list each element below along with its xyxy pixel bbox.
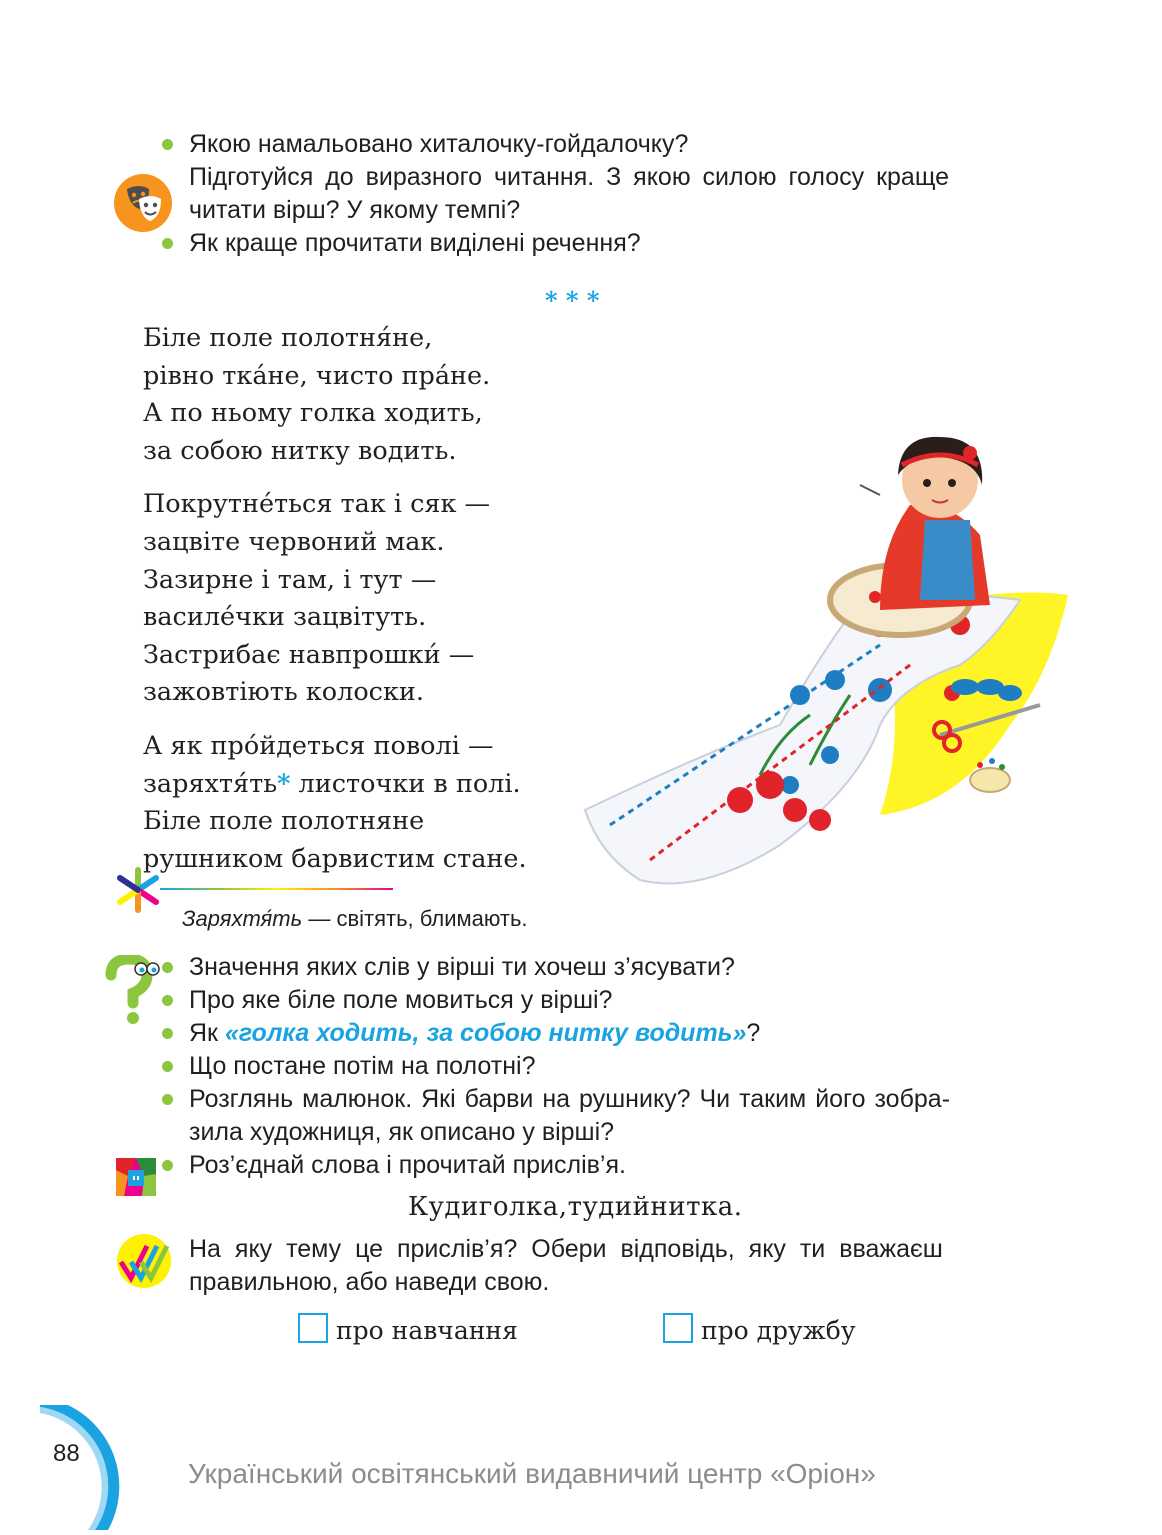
divider	[160, 888, 393, 890]
poem-line: василе́чки зацвітуть.	[143, 602, 427, 633]
checkbox[interactable]	[298, 1313, 328, 1343]
poem-line: А як про́йдеться поволі —	[143, 730, 494, 761]
checkbox[interactable]	[663, 1313, 693, 1343]
bullet	[162, 1061, 173, 1072]
poem-line: Біле поле полотня́не,	[143, 323, 433, 353]
answer-option-1[interactable]: про навчання	[298, 1313, 518, 1345]
glossary-star-icon	[112, 866, 164, 914]
bullet	[162, 995, 173, 1006]
answer-option-2[interactable]: про дружбу	[663, 1313, 856, 1345]
list-item: зила художниця, як описано у вірші?	[189, 1118, 615, 1146]
poem-line: заряхтя́ть* листочки в полі.	[143, 768, 521, 799]
task	[189, 1233, 1061, 1299]
questions	[189, 951, 1061, 1182]
bullet	[162, 1094, 173, 1105]
list-item: Роз’єднай слова і прочитай прислів’я.	[189, 1149, 1061, 1182]
poem-line: за собою нитку водить.	[143, 435, 457, 466]
stanza	[143, 320, 527, 470]
task-line: На яку тему це прислів’я? Обери відповідь, яку ти вважаєш	[189, 1235, 943, 1263]
list-item: Підготуйся до виразного читання. З якою силою голосу краще	[189, 163, 950, 191]
highlighted-quote: «голка ходить, за собою нитку водить»	[224, 1019, 747, 1047]
list-item: Значення яких слів у вірші ти хочеш з’ясувати?	[189, 951, 1061, 984]
publisher: Український освітянський видавничий центр «Оріон»	[188, 1458, 876, 1489]
stanza	[143, 728, 527, 878]
embroidery-illustration	[580, 425, 1070, 895]
list-item: Що постане потім на полотні?	[189, 1050, 1061, 1083]
poem-line: зацвіте червоний мак.	[143, 526, 445, 557]
poem-line: Застрибає навпрошки́ —	[143, 639, 475, 670]
bullet	[162, 139, 173, 150]
bullet	[162, 1028, 173, 1039]
checkmarks-icon	[113, 1232, 175, 1290]
list-item: Як краще прочитати виділені речення?	[189, 227, 1061, 260]
poem-line: Зазирне і там, і тут —	[143, 564, 437, 595]
question-worm-icon	[103, 955, 161, 1027]
poem-line: А по ньому голка ходить,	[143, 398, 483, 429]
poem-line: рівно тка́не, чисто пра́не.	[143, 360, 491, 391]
bullet	[162, 238, 173, 249]
footnote-star: *	[277, 768, 291, 799]
list-item: Про яке біле поле мовиться у вірші?	[189, 984, 1061, 1017]
theatre-masks-icon	[113, 173, 173, 233]
poem-line: Покрутне́ться так і сяк —	[143, 489, 491, 520]
task-line: правильною, або наведи свою.	[189, 1268, 550, 1296]
page-number: 88	[53, 1440, 80, 1467]
poem	[143, 320, 527, 894]
poem-line: рушником барвистим стане.	[143, 843, 527, 874]
list-item: читати вірш? У якому темпі?	[189, 196, 521, 224]
list-item: Розглянь малюнок. Які барви на рушнику? Чи таким його зобра-	[189, 1083, 1061, 1116]
top-questions	[189, 128, 1061, 260]
stanza	[143, 486, 527, 712]
proverb: Кудиголка,тудийнитка.	[408, 1192, 743, 1222]
puzzle-cube-icon	[114, 1156, 158, 1198]
poem-line: Біле поле полотняне	[143, 806, 425, 837]
poem-stars: * * *	[545, 286, 600, 315]
glossary-entry: Заряхтя́ть — світять, блимають.	[182, 906, 528, 931]
list-item: Як «голка ходить, за собою нитку водить»?	[189, 1017, 1061, 1050]
bullet	[162, 962, 173, 973]
list-item: Якою намальовано хиталочку-гойдалочку?	[189, 128, 1061, 161]
poem-line: зажовтіють колоски.	[143, 677, 424, 708]
bullet	[162, 1160, 173, 1171]
